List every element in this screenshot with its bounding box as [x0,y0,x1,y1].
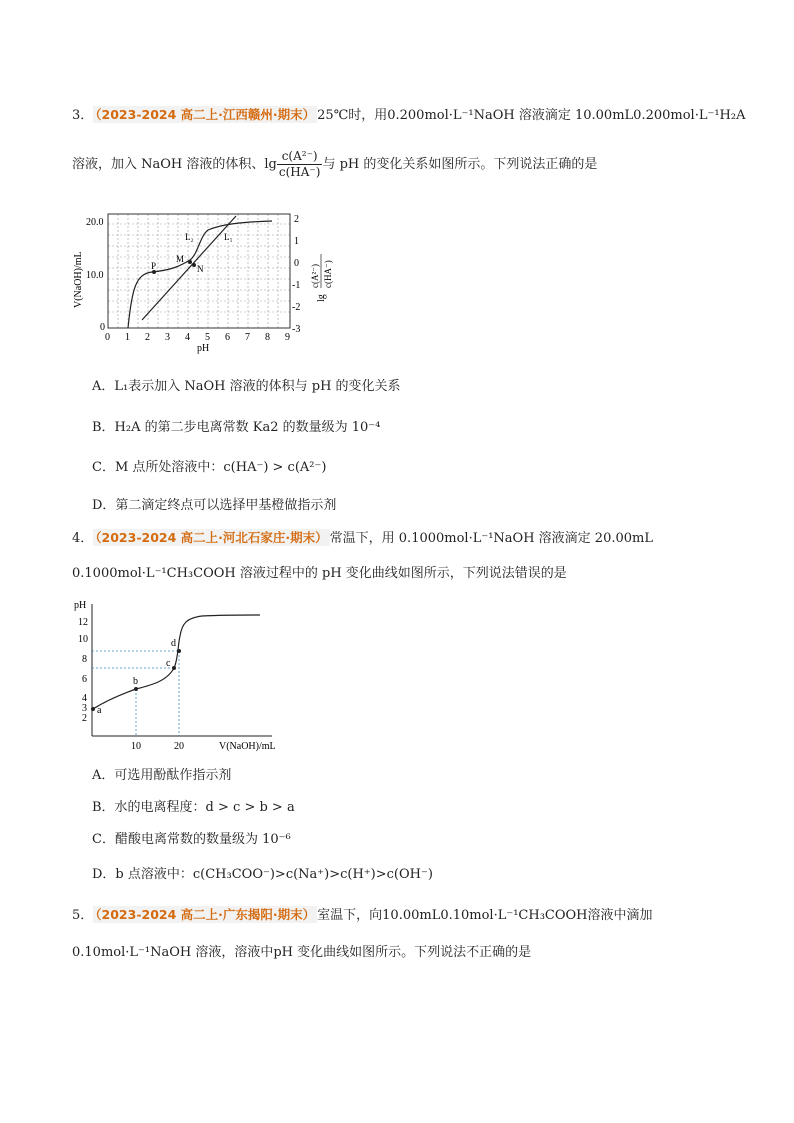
q3-source-tag: （2023-2024 高二上·江西赣州·期末） [95,107,316,122]
q3-number: 3． [72,108,94,123]
q4-y-tick-2: 2 [82,713,87,724]
q3-x-tick-3: 3 [165,332,170,343]
q5-source-tag: （2023-2024 高二上·广东揭阳·期末） [95,907,316,922]
q4-point-a [91,707,95,711]
q3-x-tick-1: 1 [125,332,130,343]
q3-point-n [192,263,196,267]
q4-y-label: pH [74,600,87,611]
q4-y-tick-8: 8 [82,654,87,665]
q4-graph [72,596,302,756]
q4-y-tick-10: 10 [78,634,88,645]
q3-yright-tick-m3: -3 [292,324,301,335]
q3-yright-den: c(HA⁻) [323,260,333,288]
q3-label-n: N [197,264,204,274]
q5-stem-a: 室温下，向10.00mL0.10mol·L⁻¹CH₃COOH溶液中滴加 [317,908,653,923]
q3-yright-tick-1: 1 [294,236,299,247]
q4-y-tick-3: 3 [82,703,87,714]
q4-number: 4． [72,531,94,546]
q4-label-b: b [133,676,138,687]
q4-x-label: V(NaOH)/mL [219,741,276,752]
q3-yleft-label: V(NaOH)/mL [73,251,84,308]
q3-point-m [188,260,192,264]
q4-label-d: d [171,638,176,649]
q4-option-a: A．可选用酚酞作指示剂 [92,768,232,783]
q3-label-m: M [176,254,185,264]
q3-x-label: pH [197,343,210,354]
q3-yleft-tick-10: 10.0 [86,270,104,281]
q3-yright-tick-m2: -2 [292,302,301,313]
q3-x-tick-2: 2 [145,332,150,343]
q3-option-b: B．H₂A 的第二步电离常数 Ka2 的数量级为 10⁻⁴ [92,420,381,435]
q4-stem-line1 [72,529,653,548]
q4-label-c: c [166,658,171,669]
q4-stem-line2: 0.1000mol·L⁻¹CH₃COOH 溶液过程中的 pH 变化曲线如图所示，下列说法错误的是 [72,566,567,581]
q3-label-p: P [151,261,157,271]
q4-option-c: C．醋酸电离常数的数量级为 10⁻⁶ [92,832,291,847]
q3-yleft-tick-20: 20.0 [86,217,104,228]
q4-source-tag: （2023-2024 高二上·河北石家庄·期末） [95,530,328,545]
q3-x-tick-0: 0 [105,332,110,343]
q5-stem-line1 [72,906,653,925]
q3-option-d: D．第二滴定终点可以选择甲基橙做指示剂 [92,498,337,513]
q3-stem-line1 [72,106,745,125]
q4-stem-a: 常温下，用 0.1000mol·L⁻¹NaOH 溶液滴定 20.00mL [329,531,653,546]
q4-y-tick-12: 12 [78,617,88,628]
q3-yright-tick-0: 0 [294,258,299,269]
q3-graph [72,208,362,358]
q3-yright-lg: lg [316,294,327,302]
q3-yright-tick-2: 2 [294,214,299,225]
q3-frac-num: c(A²⁻) [277,149,323,165]
q4-y-tick-6: 6 [82,674,87,685]
q3-x-tick-7: 7 [245,332,250,343]
q3-stem-b-post: 与 pH 的变化关系如图所示。下列说法正确的是 [322,157,598,172]
q3-stem-fraction [277,149,323,180]
q3-stem-line2 [72,145,597,185]
q3-yright-tick-m1: -1 [292,280,301,291]
q4-point-c [172,666,176,670]
q4-x-tick-20: 20 [174,741,184,752]
q3-x-tick-9: 9 [285,332,290,343]
q3-option-a: A．L₁表示加入 NaOH 溶液的体积与 pH 的变化关系 [92,379,401,394]
q4-label-a: a [97,705,102,716]
q3-x-tick-6: 6 [225,332,230,343]
q4-point-d [177,649,181,653]
q3-x-tick-5: 5 [205,332,210,343]
q3-x-tick-8: 8 [265,332,270,343]
q4-titration-curve [93,615,260,709]
q3-option-c: C．M 点所处溶液中：c(HA⁻) > c(A²⁻) [92,460,327,475]
q5-number: 5． [72,908,94,923]
q5-stem-line2: 0.10mol·L⁻¹NaOH 溶液，溶液中pH 变化曲线如图所示。下列说法不正确的是 [72,945,532,960]
q4-point-b [134,687,138,691]
q3-yleft-tick-0: 0 [100,322,105,333]
q4-option-b: B．水的电离程度：d > c > b > a [92,800,295,815]
q3-label-l2: L₂ [185,232,194,242]
q3-stem-a: 25℃时，用0.200mol·L⁻¹NaOH 溶液滴定 10.00mL0.200mol·L⁻¹H₂A [317,108,746,123]
q3-stem-b-pre: 溶液，加入 NaOH 溶液的体积、lg [72,157,277,172]
q4-option-d: D．b 点溶液中：c(CH₃COO⁻)>c(Na⁺)>c(H⁺)>c(OH⁻) [92,867,433,882]
q4-x-tick-10: 10 [131,741,141,752]
q3-x-tick-4: 4 [185,332,190,343]
q3-yright-num: c(A²⁻) [310,264,320,288]
q4-y-tick-4: 4 [82,693,87,704]
q3-label-l1: L₁ [224,232,233,242]
q3-yright-label [310,254,333,302]
q3-frac-den: c(HA⁻) [278,165,321,179]
